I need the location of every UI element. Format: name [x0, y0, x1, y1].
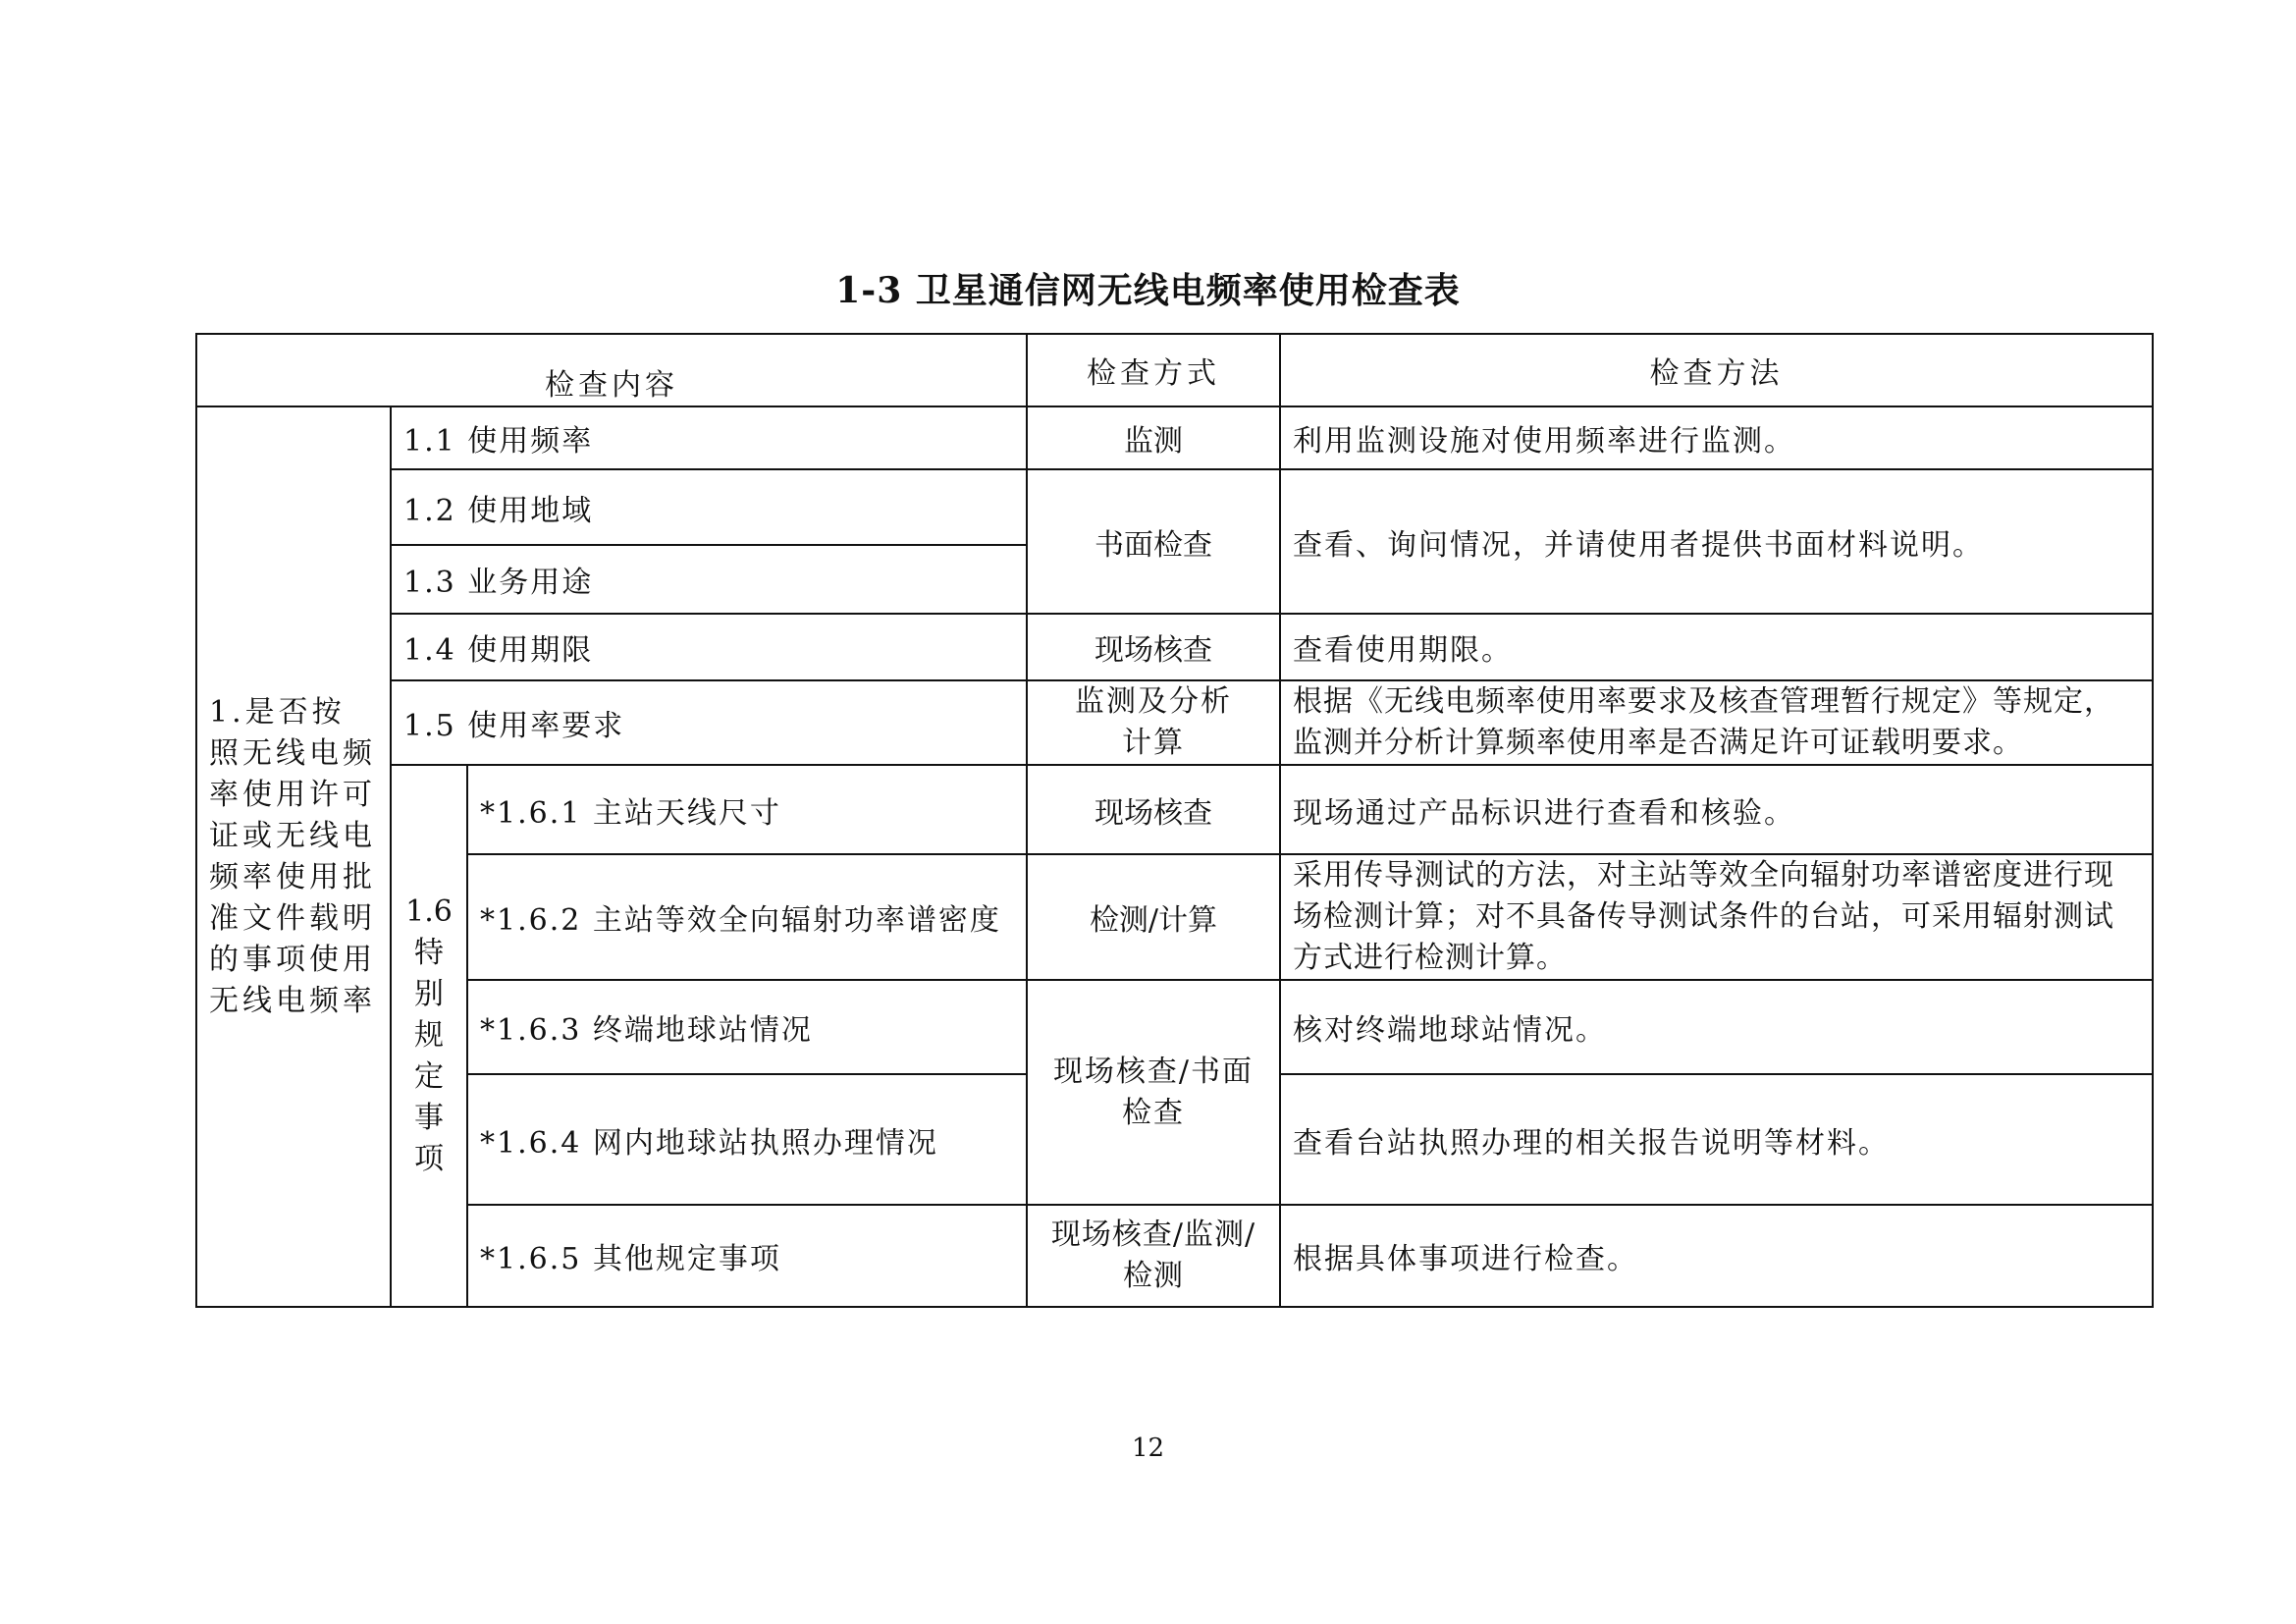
page-title: 1-3 卫星通信网无线电频率使用检查表: [835, 270, 1461, 311]
mode-cell: 现场核查: [1027, 614, 1280, 680]
table-header-row: [196, 334, 2153, 406]
method-cell: 核对终端地球站情况。: [1280, 980, 2153, 1074]
method-cell: 采用传导测试的方法，对主站等效全向辐射功率谱密度进行现场检测计算；对不具备传导测试条件的台站，可采用辐射测试方式进行检测计算。: [1280, 854, 2153, 980]
page-number: 12: [1131, 1434, 1165, 1463]
group-label: 1.是否按照无线电频率使用许可证或无线电频率使用批准文件载明的事项使用无线电频率: [196, 406, 391, 1307]
method-cell: 查看使用期限。: [1280, 614, 2153, 680]
mode-cell: 监测及分析计算: [1027, 680, 1280, 765]
item-cell: *1.6.2 主站等效全向辐射功率谱密度: [467, 854, 1027, 980]
table-row: [196, 469, 2153, 545]
mode-cell: 现场核查: [1027, 765, 1280, 854]
method-cell: 根据《无线电频率使用率要求及核查管理暂行规定》等规定，监测并分析计算频率使用率是否满足许可证载明要求。: [1280, 680, 2153, 765]
mode-cell: 监测: [1027, 406, 1280, 469]
method-cell: 查看、询问情况，并请使用者提供书面材料说明。: [1280, 469, 2153, 614]
header-mode: 检查方式: [1027, 334, 1280, 406]
header-method: 检查方法: [1280, 334, 2153, 406]
item-cell: 1.3 业务用途: [391, 545, 1027, 614]
mode-cell: 现场核查/监测/检测: [1027, 1205, 1280, 1307]
table-row: [196, 765, 2153, 854]
table-row: [196, 680, 2153, 765]
method-cell: 根据具体事项进行检查。: [1280, 1205, 2153, 1307]
item-cell: *1.6.5 其他规定事项: [467, 1205, 1027, 1307]
mode-cell: 现场核查/书面检查: [1027, 980, 1280, 1205]
table-row: [196, 980, 2153, 1074]
table-row: [196, 406, 2153, 469]
item-cell: 1.2 使用地域: [391, 469, 1027, 545]
check-table: [195, 333, 2154, 1308]
item-cell: *1.6.3 终端地球站情况: [467, 980, 1027, 1074]
item-cell: 1.1 使用频率: [391, 406, 1027, 469]
header-content: 检查内容: [196, 334, 1027, 406]
method-cell: 查看台站执照办理的相关报告说明等材料。: [1280, 1074, 2153, 1205]
table-row: [196, 614, 2153, 680]
table-row: [196, 1205, 2153, 1307]
item-cell: 1.4 使用期限: [391, 614, 1027, 680]
item-cell: *1.6.4 网内地球站执照办理情况: [467, 1074, 1027, 1205]
sub-group-label: 1.6特别规定事项: [391, 765, 467, 1307]
method-cell: 现场通过产品标识进行查看和核验。: [1280, 765, 2153, 854]
item-cell: 1.5 使用率要求: [391, 680, 1027, 765]
item-cell: *1.6.1 主站天线尺寸: [467, 765, 1027, 854]
mode-cell: 书面检查: [1027, 469, 1280, 614]
mode-cell: 检测/计算: [1027, 854, 1280, 980]
method-cell: 利用监测设施对使用频率进行监测。: [1280, 406, 2153, 469]
table-row: [196, 854, 2153, 980]
